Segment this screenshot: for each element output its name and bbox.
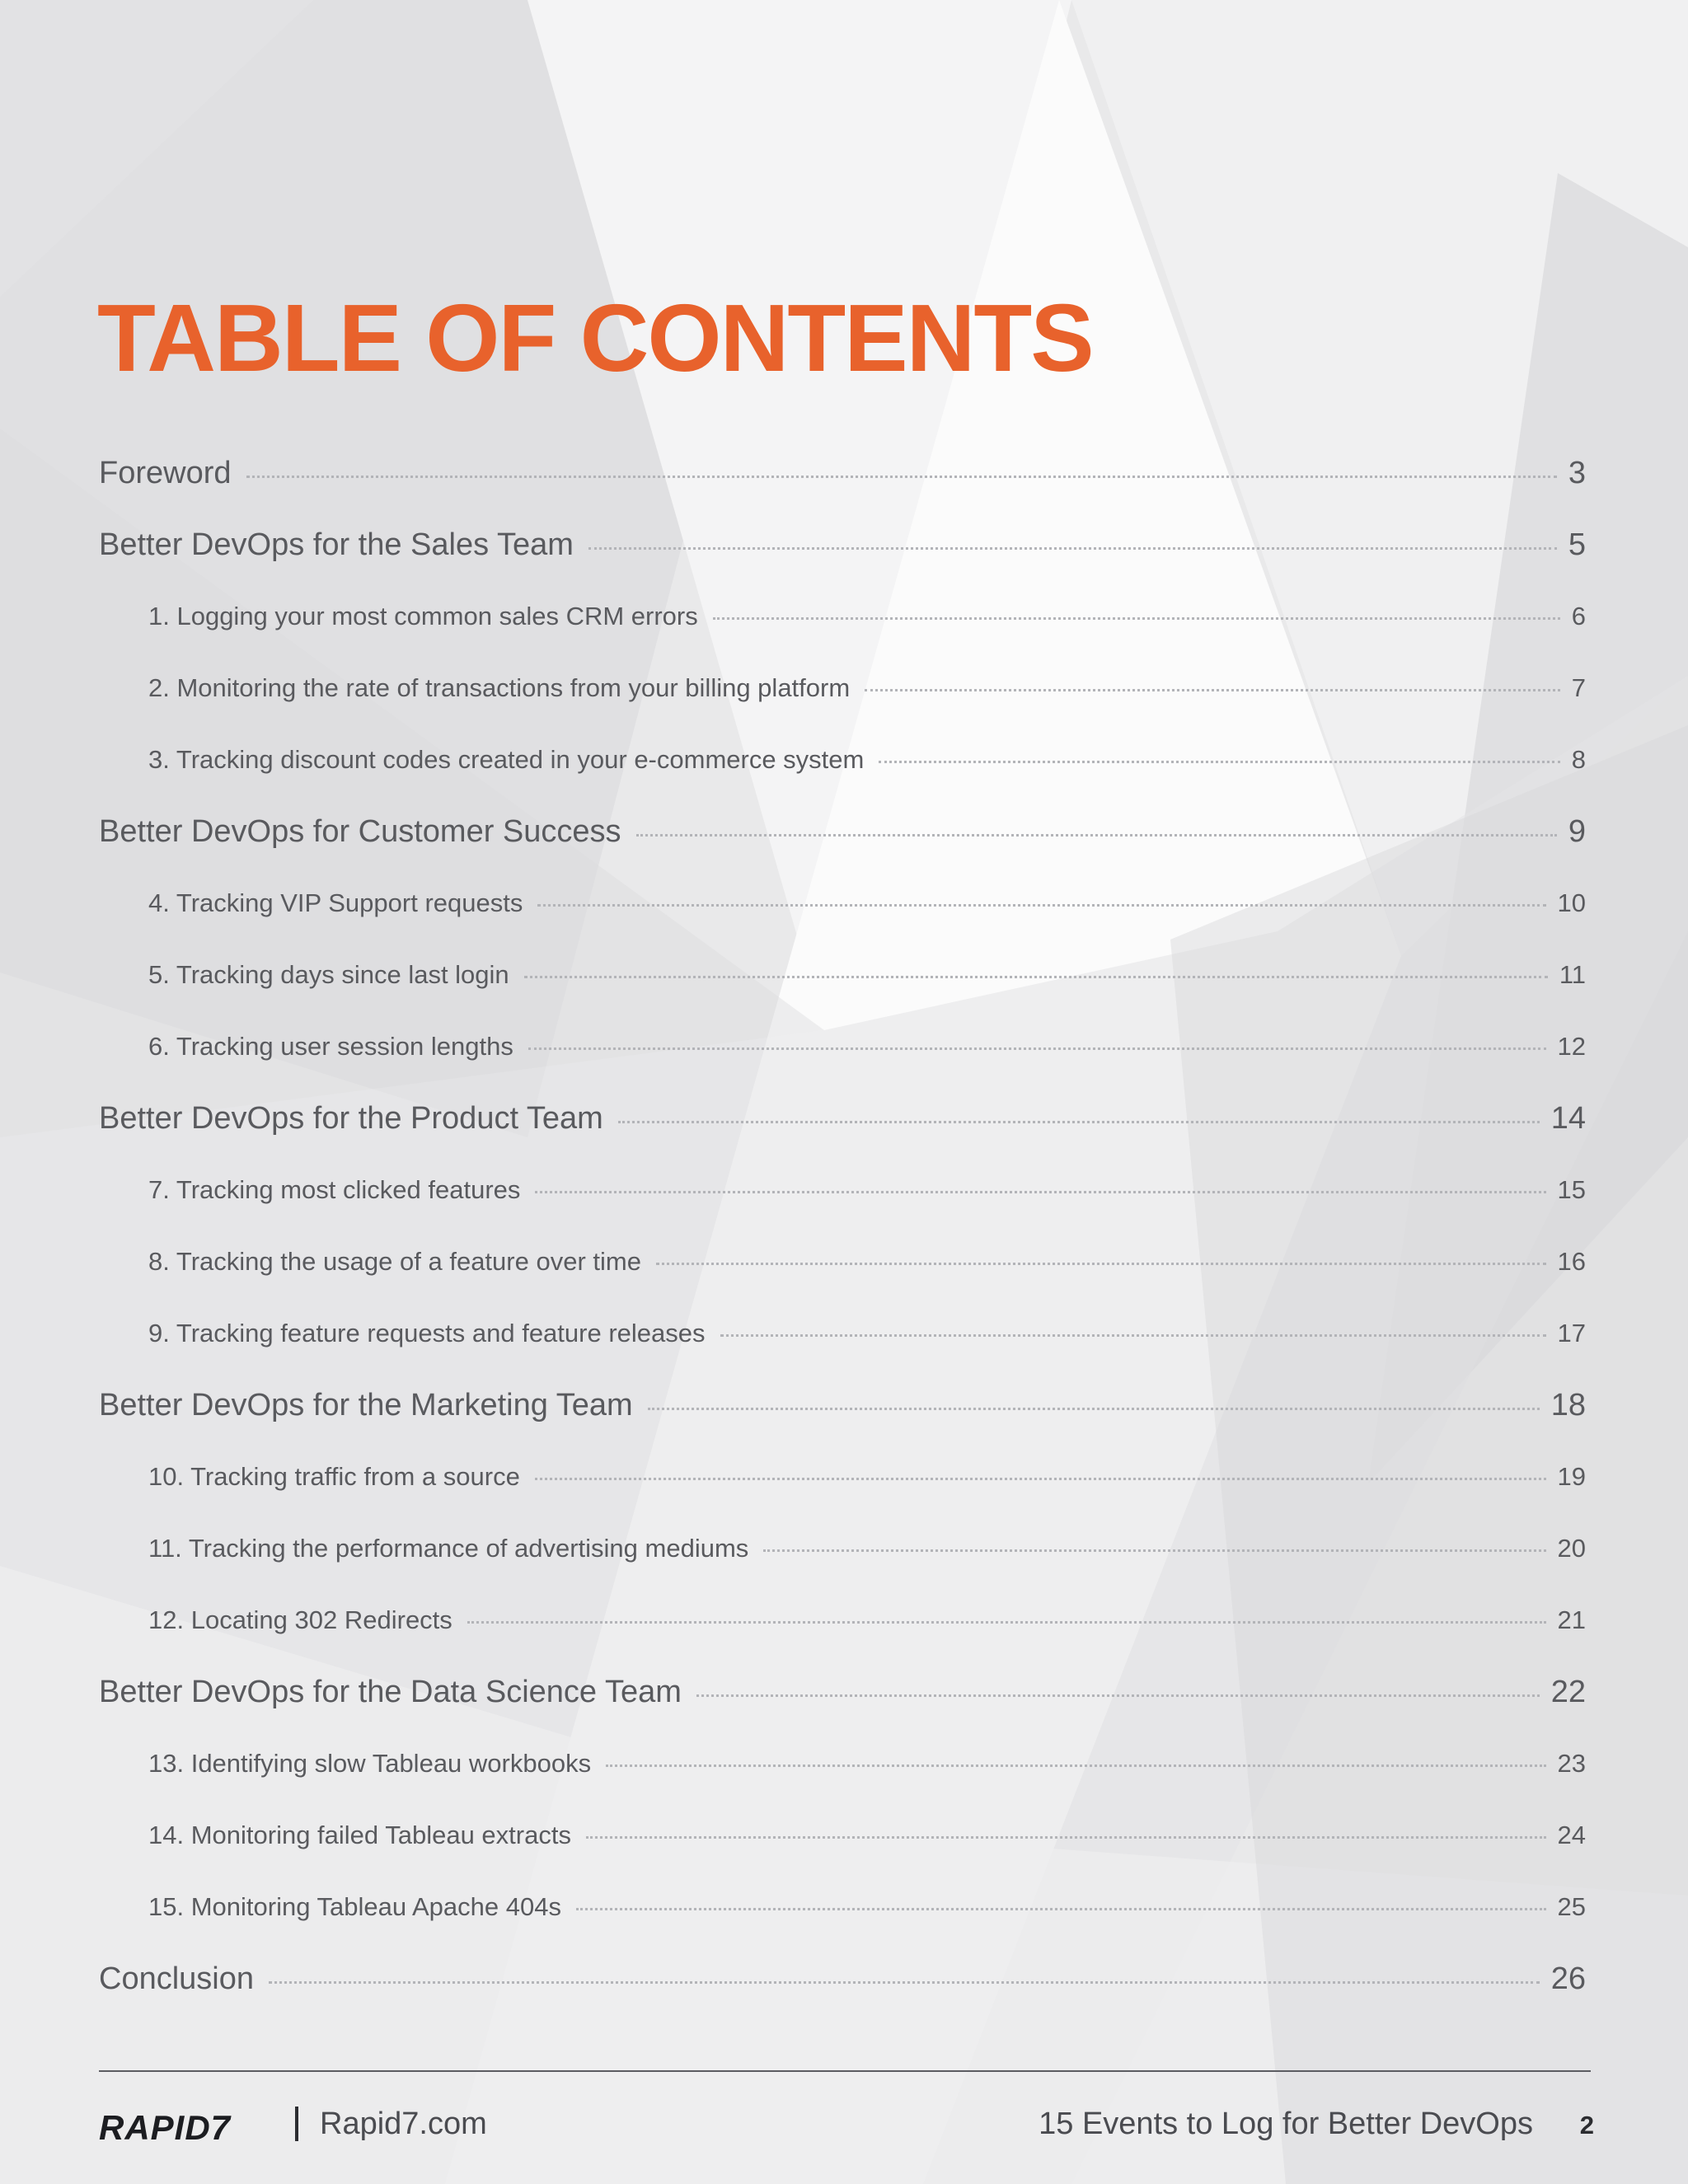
toc-dot-leader [586, 1836, 1546, 1839]
toc-page-number: 6 [1571, 602, 1586, 630]
toc-dot-leader [713, 617, 1560, 620]
toc-page-number: 22 [1550, 1675, 1586, 1709]
toc-entry-label: 2. Monitoring the rate of transactions from your billing platform [148, 673, 851, 702]
footer-site-link[interactable]: Rapid7.com [320, 2107, 487, 2141]
toc-entry-label: 11. Tracking the performance of advertising mediums [148, 1534, 749, 1563]
toc-item-entry[interactable] [148, 1315, 1586, 1352]
toc-section-entry[interactable] [99, 1671, 1586, 1713]
toc-entry-label: 14. Monitoring failed Tableau extracts [148, 1821, 571, 1849]
toc-page-number: 25 [1557, 1892, 1586, 1921]
toc-section-entry[interactable] [99, 810, 1586, 853]
toc-page-number: 21 [1557, 1605, 1586, 1634]
toc-entry-label: 3. Tracking discount codes created in your e-commerce system [148, 745, 865, 774]
footer-separator [295, 2107, 298, 2141]
footer-divider-line [99, 2070, 1591, 2072]
toc-entry-label: 8. Tracking the usage of a feature over time [148, 1247, 641, 1276]
toc-entry-label: Better DevOps for Customer Success [99, 814, 621, 849]
toc-entry-label: 1. Logging your most common sales CRM errors [148, 602, 698, 630]
toc-dot-leader [656, 1263, 1546, 1265]
toc-page-number: 10 [1557, 888, 1586, 917]
toc-section-entry[interactable] [99, 1957, 1586, 2000]
toc-page-number: 20 [1557, 1534, 1586, 1563]
toc-entry-label: 6. Tracking user session lengths [148, 1032, 513, 1061]
toc-entry-label: Better DevOps for the Sales Team [99, 527, 574, 562]
footer-document-title: 15 Events to Log for Better DevOps [1039, 2107, 1533, 2141]
toc-dot-leader [636, 834, 1557, 837]
toc-dot-leader [528, 1047, 1546, 1050]
toc-entry-label: 5. Tracking days since last login [148, 960, 509, 989]
toc-dot-leader [865, 689, 1560, 691]
toc-dot-leader [576, 1908, 1546, 1910]
toc-section-entry[interactable] [99, 452, 1586, 494]
toc-page-number: 19 [1557, 1462, 1586, 1491]
toc-page-number: 3 [1568, 456, 1586, 490]
toc-dot-leader [246, 476, 1557, 478]
toc-page-number: 5 [1568, 527, 1586, 562]
toc-entry-label: 4. Tracking VIP Support requests [148, 888, 523, 917]
toc-dot-leader [588, 547, 1557, 550]
toc-dot-leader [879, 761, 1559, 763]
toc-page-number: 7 [1571, 673, 1586, 702]
toc-item-entry[interactable] [148, 885, 1586, 921]
toc-entry-label: 13. Identifying slow Tableau workbooks [148, 1749, 592, 1778]
toc-item-entry[interactable] [148, 1602, 1586, 1638]
toc-page-number: 14 [1550, 1101, 1586, 1136]
toc-page-number: 9 [1568, 814, 1586, 849]
toc-page-number: 12 [1557, 1032, 1586, 1061]
toc-entry-label: 12. Locating 302 Redirects [148, 1605, 452, 1634]
toc-page-number: 17 [1557, 1319, 1586, 1347]
rapid7-logo [99, 2107, 272, 2146]
toc-entry-label: 15. Monitoring Tableau Apache 404s [148, 1892, 561, 1921]
toc-item-entry[interactable] [148, 598, 1586, 635]
toc-dot-leader [648, 1408, 1540, 1410]
toc-entry-label: 7. Tracking most clicked features [148, 1175, 521, 1204]
footer-page-number: 2 [1579, 2111, 1594, 2139]
toc-dot-leader [720, 1334, 1546, 1337]
toc-page-number: 15 [1557, 1175, 1586, 1204]
toc-entry-label: 9. Tracking feature requests and feature releases [148, 1319, 706, 1347]
toc-item-entry[interactable] [148, 1889, 1586, 1925]
toc-entry-label: Better DevOps for the Product Team [99, 1101, 603, 1136]
toc-dot-leader [618, 1121, 1540, 1123]
toc-item-entry[interactable] [148, 1244, 1586, 1280]
toc-item-entry[interactable] [148, 1817, 1586, 1854]
svg-text:RAPID7: RAPID7 [99, 2108, 232, 2146]
toc-dot-leader [535, 1191, 1545, 1193]
page-title: TABLE OF CONTENTS [97, 284, 1093, 391]
toc-dot-leader [606, 1765, 1545, 1767]
toc-page-number: 23 [1557, 1749, 1586, 1778]
toc-item-entry[interactable] [148, 670, 1586, 706]
toc-item-entry[interactable] [148, 1459, 1586, 1495]
toc-item-entry[interactable] [148, 1172, 1586, 1208]
toc-entry-label: Foreword [99, 456, 232, 490]
toc-page-number: 11 [1559, 960, 1586, 989]
toc-page-number: 18 [1550, 1388, 1586, 1422]
toc-item-entry[interactable] [148, 1029, 1586, 1065]
toc-dot-leader [269, 1981, 1540, 1984]
toc-dot-leader [524, 976, 1548, 978]
toc-section-entry[interactable] [99, 1097, 1586, 1140]
toc-page-number: 8 [1571, 745, 1586, 774]
toc-entry-label: 10. Tracking traffic from a source [148, 1462, 520, 1491]
toc-item-entry[interactable] [148, 1530, 1586, 1567]
toc-item-entry[interactable] [148, 742, 1586, 778]
toc-dot-leader [763, 1549, 1545, 1552]
toc-page-number: 16 [1557, 1247, 1586, 1276]
toc-section-entry[interactable] [99, 523, 1586, 566]
toc-page-number: 24 [1557, 1821, 1586, 1849]
toc-dot-leader [467, 1621, 1546, 1624]
toc-item-entry[interactable] [148, 1746, 1586, 1782]
toc-entry-label: Conclusion [99, 1961, 254, 1996]
toc-dot-leader [535, 1478, 1546, 1480]
toc-entry-label: Better DevOps for the Data Science Team [99, 1675, 682, 1709]
toc-item-entry[interactable] [148, 957, 1586, 993]
toc-section-entry[interactable] [99, 1384, 1586, 1427]
toc-page-number: 26 [1550, 1961, 1586, 1996]
toc-dot-leader [537, 904, 1545, 907]
toc-entry-label: Better DevOps for the Marketing Team [99, 1388, 633, 1422]
toc-dot-leader [696, 1694, 1540, 1697]
